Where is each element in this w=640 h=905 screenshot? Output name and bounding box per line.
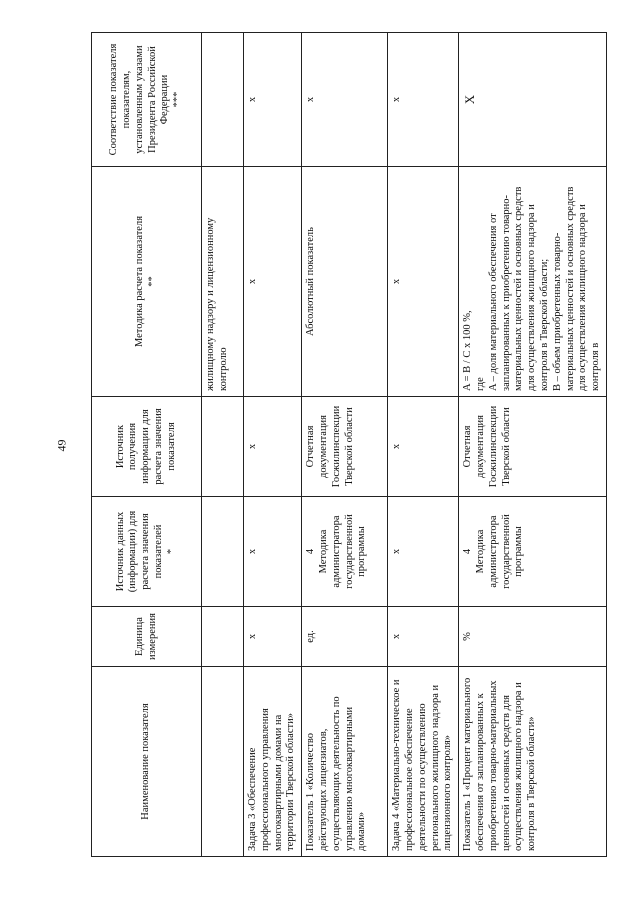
cell-compliance: х: [388, 33, 459, 167]
cell-method: Абсолютный показатель: [302, 167, 388, 397]
cell-data-source: [202, 497, 244, 607]
cell-unit: х: [388, 607, 459, 667]
cell-compliance: Х: [459, 33, 607, 167]
header-info-source: Источник получения информации для расчета значения показателя: [92, 397, 202, 497]
cell-info-source: [202, 397, 244, 497]
cell-name: [202, 667, 244, 857]
cell-info-source: х: [388, 397, 459, 497]
header-data-source: Источник данных (информации) для расчета значения показателей *: [92, 497, 202, 607]
table-row: [244, 33, 302, 857]
cell-data-source: х: [388, 497, 459, 607]
cell-unit: ед.: [302, 607, 388, 667]
header-method: Методика расчета показателя **: [92, 167, 202, 397]
cell-data-source: 4 Методика администратора государственной программы: [459, 497, 607, 607]
cell-data-source: х: [244, 497, 302, 607]
table-row: [388, 33, 459, 857]
table-row: [302, 33, 388, 857]
cell-method: х: [388, 167, 459, 397]
cell-method: х: [244, 167, 302, 397]
cell-compliance: х: [302, 33, 388, 167]
table-header-row: [92, 33, 202, 857]
cell-name: Показатель 1 «Количество действующих лицензиатов, осуществляющих деятельность по управлению многоквартирными домами»: [302, 667, 388, 857]
cell-method: жилищному надзору и лицензионному контролю: [202, 167, 244, 397]
cell-compliance: [202, 33, 244, 167]
cell-info-source: х: [244, 397, 302, 497]
cell-compliance: х: [244, 33, 302, 167]
cell-unit: х: [244, 607, 302, 667]
page-number: 49: [54, 439, 69, 452]
header-compliance: Соответствие показателя показателям, установленным указами Президента Российской Федерации ***: [92, 33, 202, 167]
cell-name: Показатель 1 «Процент материального обеспечения от запланированных к приобретению товарно-материальных ценностей и основных средств для осуществления жилищного надзора и контроля в Тверской области»: [459, 667, 607, 857]
cell-info-source: Отчетная документация Госжилинспекции Тверской области: [459, 397, 607, 497]
table-row: [459, 33, 607, 857]
cell-unit: %: [459, 607, 607, 667]
header-unit: Единица измерения: [92, 607, 202, 667]
cell-data-source: 4 Методика администратора государственной программы: [302, 497, 388, 607]
cell-name: Задача 4 «Материально-техническое и профессиональное обеспечение деятельности по осуществлению регионального жилищного надзора и лицензионного контроля»: [388, 667, 459, 857]
cell-unit: [202, 607, 244, 667]
table-row: [202, 33, 244, 857]
header-name: Наименование показателя: [92, 667, 202, 857]
indicators-table: [91, 32, 607, 857]
rotated-table-container: [91, 33, 602, 857]
cell-method: A = B / C x 100 %, где A – доля материального обеспечения от запланированных к приобретению товарно-материальных ценностей и основных средств для осуществления жилищного надзора и контроля в Тверской области; B – объем приобретенных товарно-материальных ценностей и основных средств для осуществления жилищного надзора и контроля в: [459, 167, 607, 397]
cell-info-source: Отчетная документация Госжилинспекции Тверской области: [302, 397, 388, 497]
cell-name: Задача 3 «Обеспечение профессионального управления многоквартирными домами на территории Тверской области»: [244, 667, 302, 857]
